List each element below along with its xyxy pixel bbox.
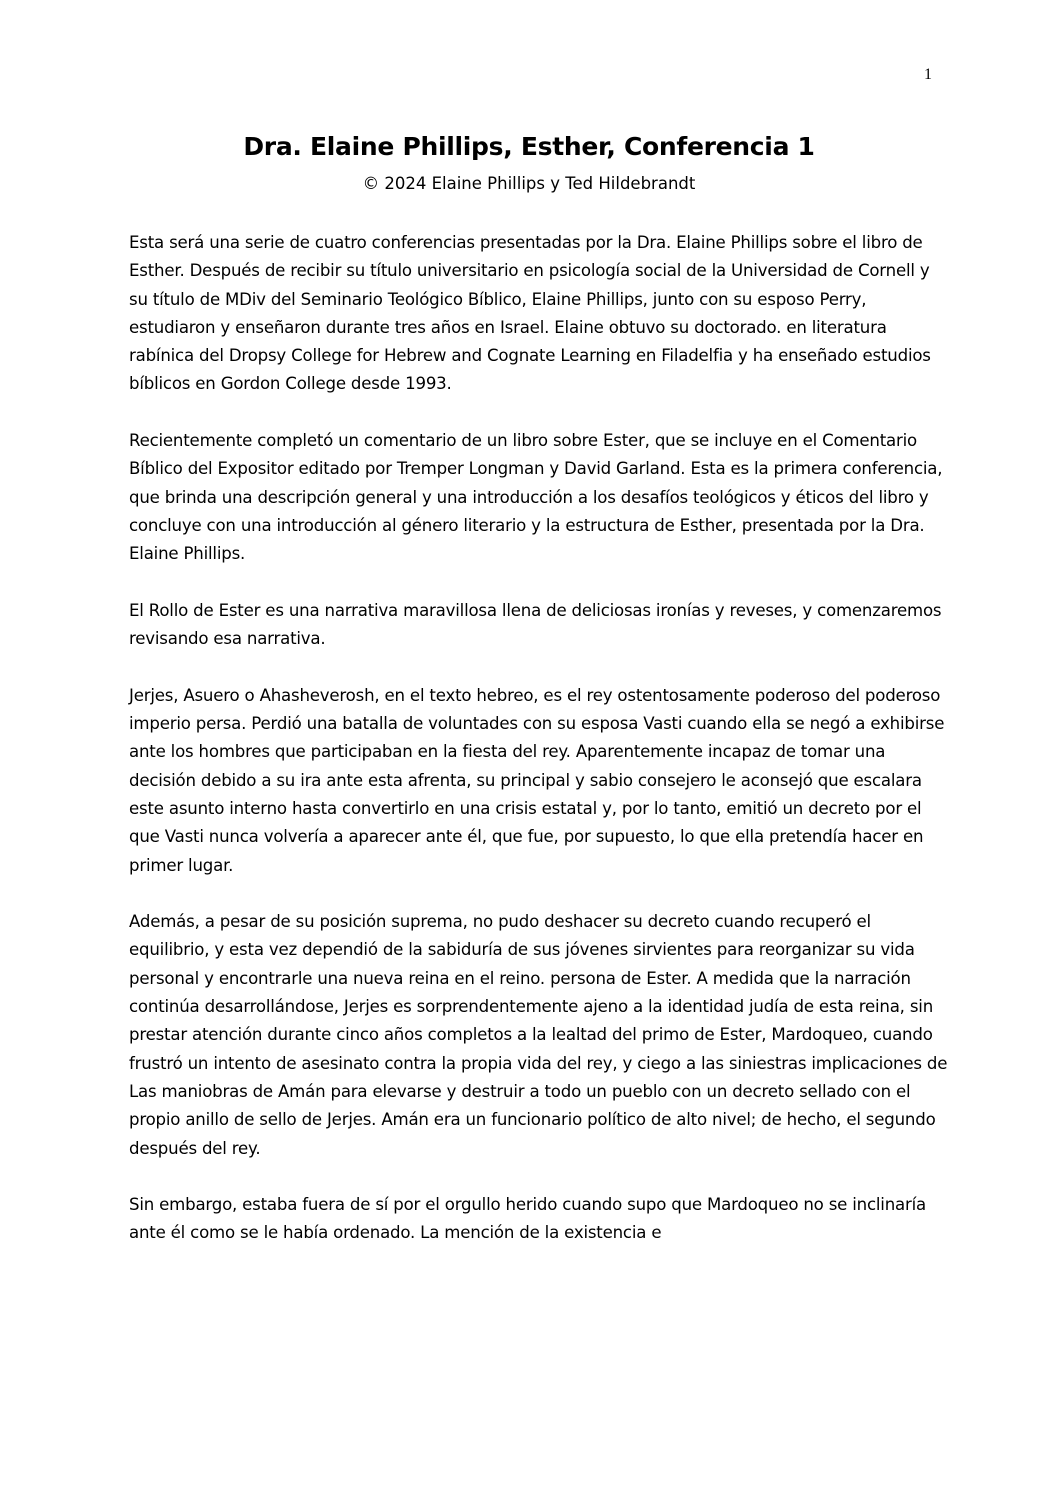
document-title: Dra. Elaine Phillips, Esther, Conferencia 1: [243, 132, 815, 161]
copyright-line: © 2024 Elaine Phillips y Ted Hildebrandt: [362, 174, 696, 193]
document-body: [129, 229, 949, 1276]
paragraph: Esta será una serie de cuatro conferencias presentadas por la Dra. Elaine Phillips sobre el libro de Esther. Después de recibir su título universitario en psicología social de la Universidad de Cornell y su título de MDiv del Seminario Teológico Bíblico, Elaine Phillips, junto con su esposo Perry, estudiaron y enseñaron durante tres años en Israel. Elaine obtuvo su doctorado. en literatura rabínica del Dropsy College for Hebrew and Cognate Learning en Filadelfia y ha enseñado estudios bíblicos en Gordon College desde 1993.: [129, 233, 931, 394]
paragraph: Jerjes, Asuero o Ahasheverosh, en el texto hebreo, es el rey ostentosamente poderoso del poderoso imperio persa. Perdió una batalla de voluntades con su esposa Vasti cuando ella se negó a exhibirse ante los hombres que participaban en la fiesta del rey. Aparentemente incapaz de tomar una decisión debido a su ira ante esta afrenta, su principal y sabio consejero le aconsejó que escalara este asunto interno hasta convertirlo en una crisis estatal y, por lo tanto, emitió un decreto por el que Vasti nunca volvería a aparecer ante él, que fue, por supuesto, lo que ella pretendía hacer en primer lugar.: [129, 685, 945, 875]
paragraph: El Rollo de Ester es una narrativa maravillosa llena de deliciosas ironías y reveses, y comenzaremos revisando esa narrativa.: [129, 600, 942, 649]
paragraph: Sin embargo, estaba fuera de sí por el orgullo herido cuando supo que Mardoqueo no se inclinaría ante él como se le había ordenado. La mención de la existencia e: [129, 1195, 926, 1243]
paragraph: Además, a pesar de su posición suprema, no pudo deshacer su decreto cuando recuperó el equilibrio, y esta vez dependió de la sabiduría de sus jóvenes sirvientes para reorganizar su vida personal y encontrarle una nueva reina en el reino. persona de Ester. A medida que la narración continúa desarrollándose, Jerjes es sorprendentemente ajeno a la identidad judía de esta reina, sin prestar atención durante cinco años completos a la lealtad del primo de Ester, Mardoqueo, cuando frustró un intento de asesinato contra la propia vida del rey, y ciego a las siniestras implicaciones de Las maniobras de Amán para elevarse y destruir a todo un pueblo con un decreto sellado con el propio anillo de sello de Jerjes. Amán era un funcionario político de alto nivel; de hecho, el segundo después del rey.: [129, 912, 948, 1158]
paragraph: Recientemente completó un comentario de un libro sobre Ester, que se incluye en el Comentario Bíblico del Expositor editado por Tremper Longman y David Garland. Esta es la primera conferencia, que brinda una descripción general y una introducción a los desafíos teológicos y éticos del libro y concluye con una introducción al género literario y la estructura de Esther, presentada por la Dra. Elaine Phillips.: [129, 431, 943, 564]
page-number: 1: [924, 66, 932, 83]
